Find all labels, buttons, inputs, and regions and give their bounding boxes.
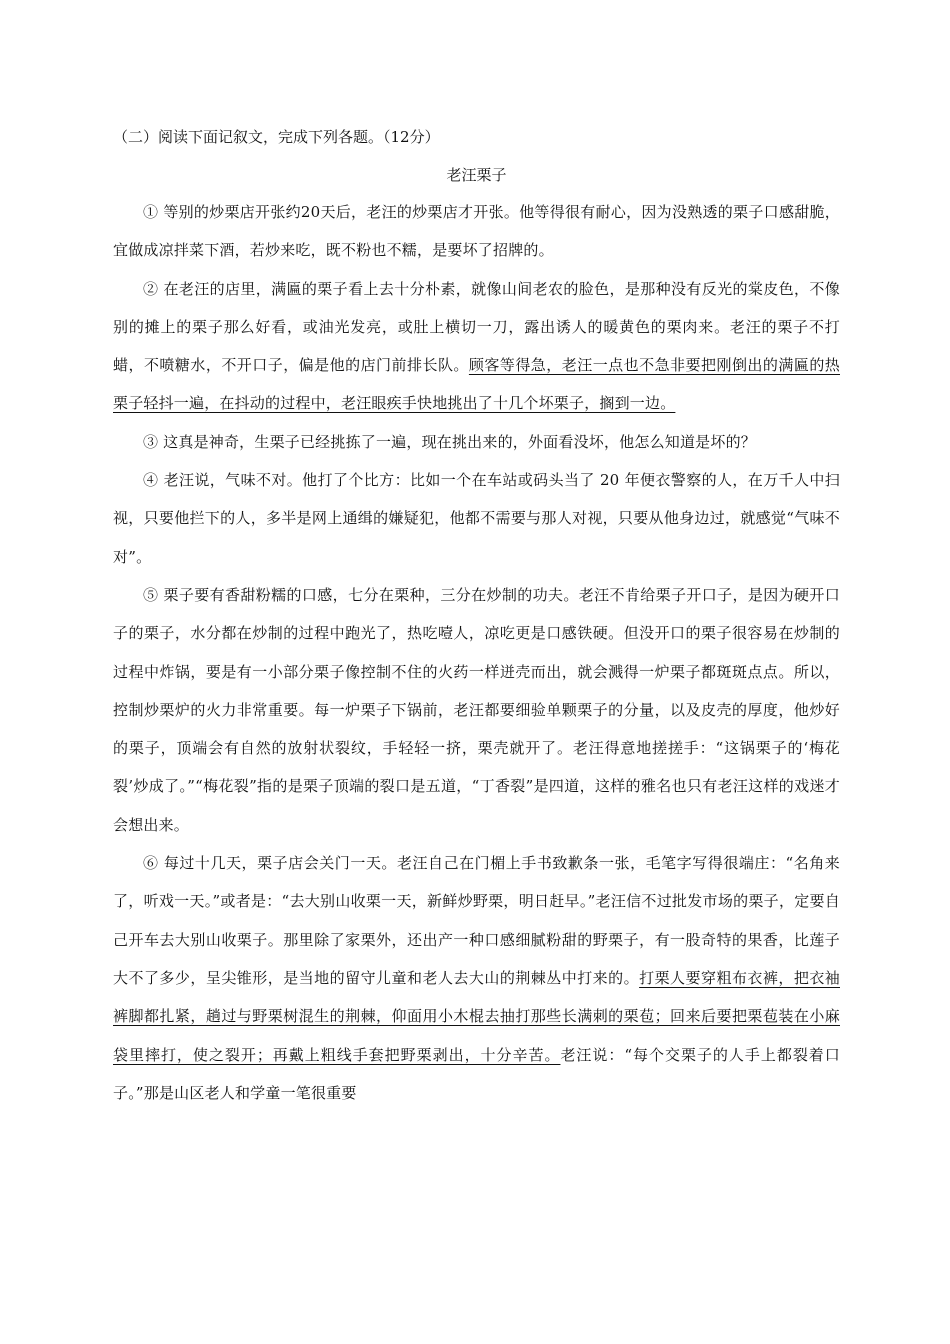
paragraph-text: ③ 这真是神奇，生栗子已经挑拣了一遍，现在挑出来的，外面看没坏，他怎么知道是坏的？ [143,432,756,451]
paragraph-1 [113,193,840,270]
document-page [113,117,840,1112]
paragraph-text: ① 等别的炒栗店开张约20天后，老汪的炒栗店才开张。他等得很有耐心，因为没熟透的栗子口感甜脆，宜做成凉拌菜下酒，若炒来吃，既不粉也不糯，是要坏了招牌的。 [113,203,840,260]
paragraph-6 [113,844,840,1112]
section-heading: （二）阅读下面记叙文，完成下列各题。（12分） [113,128,440,146]
paragraph-3 [113,423,840,461]
underlined-passage: 打栗人要穿粗布衣裤，把衣袖裤脚都扎紧，趟过与野栗树混生的荆棘，仰面用小木棍去抽打那些长满刺的栗苞；回来后要把栗苞装在小麻袋里摔打，使之裂开；再戴上粗线手套把野栗剥出，十分辛苦。 [113,968,840,1064]
paragraph-text: ④ 老汪说，气味不对。他打了个比方：比如一个在车站或码头当了 20 年便衣警察的人，在万千人中扫视，只要他拦下的人，多半是网上通缉的嫌疑犯，他都不需要与那人对视，只要从他身边过，就感觉“气味不对”。 [113,471,840,566]
paragraph-5 [113,576,840,844]
paragraph-text: ⑥ 每过十几天，栗子店会关门一天。老汪自己在门楣上手书致歉条一张，毛笔字写得很端庄：“名角来了，听戏一天。”或者是：“去大别山收栗一天，新鲜炒野栗，明日赶早。”老汪信不过批发市场的栗子，定要自己开车去大别山收栗子。那里除了家栗外，还出产一种口感细腻粉甜的野栗子，有一股奇特的果香，比莲子大不了多少，呈尖锥形，是当地的留守儿童和老人去大山的荆棘丛中打来的。 [113,854,840,987]
paragraph-text: ⑤ 栗子要有香甜粉糯的口感，七分在栗种，三分在炒制的功夫。老汪不肯给栗子开口子，是因为硬开口子的栗子，水分都在炒制的过程中跑光了，热吃噎人，凉吃更是口感铁硬。但没开口的栗子很容易在炒制的过程中炸锅，要是有一小部分栗子像控制不住的火药一样迸壳而出，就会溅得一炉栗子都斑斑点点。所以，控制炒栗炉的火力非常重要。每一炉栗子下锅前，老汪都要细验单颗栗子的分量，以及皮壳的厚度，他炒好的栗子，顶端会有自然的放射状裂纹，手轻轻一挤，栗壳就开了。老汪得意地搓搓手：“这锅栗子的‘梅花裂’炒成了。”“梅花裂”指的是栗子顶端的裂口是五道，“丁香裂”是四道，这样的雅名也只有老汪这样的戏迷才会想出来。 [113,585,840,834]
paragraph-2 [113,270,840,423]
paragraph-text-continued: 老汪说：“每个交栗子的人手上都裂着口子。”那是山区老人和学童一笔很重要 [113,1045,840,1102]
underlined-passage: 顾客等得急，老汪一点也不急非要把刚倒出的满匾的热栗子轻抖一遍，在抖动的过程中，老汪眼疾手快地挑出了十几个坏栗子，搁到一边。 [113,356,840,413]
paragraph-text: ② 在老汪的店里，满匾的栗子看上去十分朴素，就像山间老农的脸色，是那种没有反光的棠皮色，不像别的摊上的栗子那么好看，或油光发亮，或肚上横切一刀，露出诱人的暖黄色的栗肉来。老汪的栗子不打蜡，不喷糖水，不开口子，偏是他的店门前排长队。 [113,279,840,375]
paragraph-4 [113,461,840,576]
article-title: 老汪栗子 [446,166,507,184]
